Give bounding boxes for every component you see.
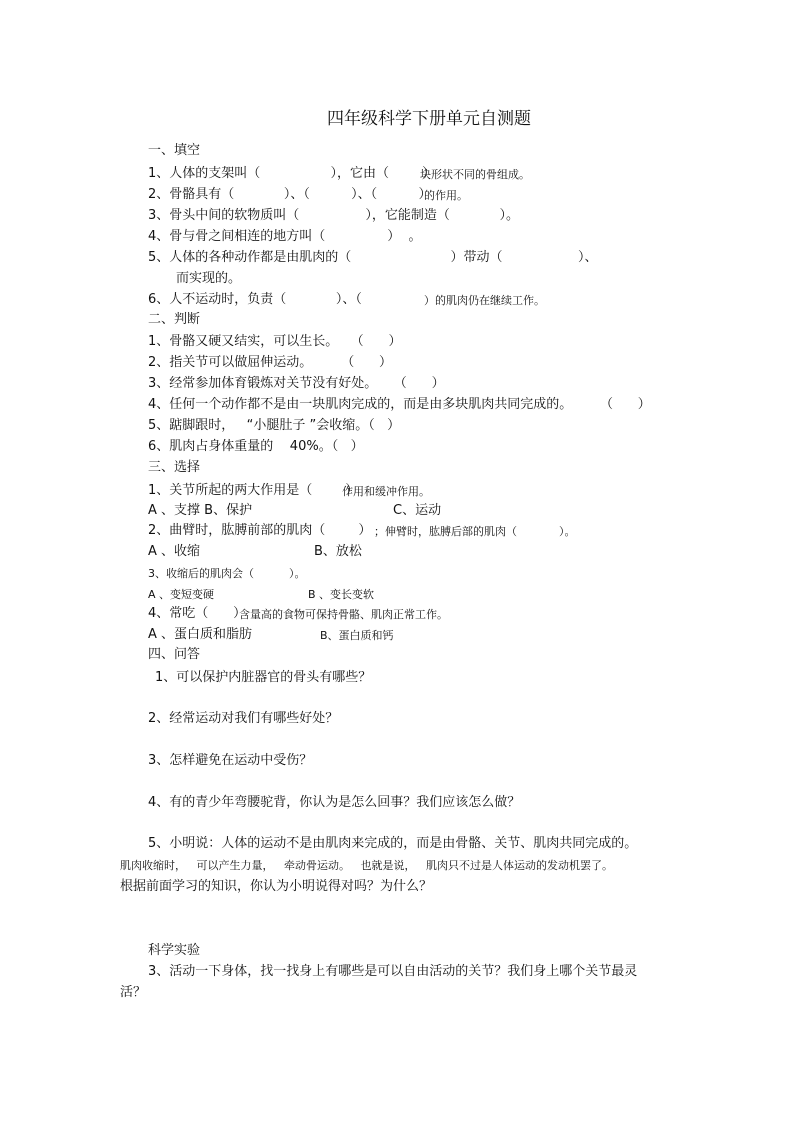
fill-question-6: 6、人不运动时，负责（ ）、（	[148, 292, 362, 307]
section-heading-qa: 四、问答	[148, 647, 201, 662]
choice-question-3: 3、收缩后的肌肉会（ ）。	[148, 567, 306, 580]
choice-question-1: 1、关节所起的两大作用是（ ）	[148, 483, 359, 498]
judge-question-5: 5、踮脚跟时， “小腿肚子 ”会收缩。（ ）	[148, 418, 401, 433]
judge-question-4-answer: （ ）	[600, 397, 651, 412]
choice-question-4: 4、常吃（ ）	[148, 606, 247, 621]
judge-question-6: 6、肌肉占身体重量的 40%。（ ）	[148, 439, 364, 454]
judge-question-2: 2、指关节可以做屈伸运动。 （ ）	[148, 355, 392, 370]
fill-question-5-cont: 而实现的。	[176, 271, 242, 286]
choice-question-2-option-a: A 、收缩	[148, 544, 201, 559]
page-title: 四年级科学下册单元自测题	[327, 109, 531, 129]
choice-question-3-option-a: A 、变短变硬	[148, 588, 215, 601]
choice-question-2: 2、曲臂时，肱膊前部的肌肉（ ）	[148, 523, 372, 538]
choice-question-3-option-b: B 、变长变软	[308, 588, 375, 601]
section-heading-fill: 一、填空	[148, 143, 201, 158]
choice-question-1-cont: 作用和缓冲作用。	[342, 485, 430, 498]
qa-question-2: 2、经常运动对我们有哪些好处？	[148, 711, 339, 726]
fill-question-5: 5、人体的各种动作都是由肌肉的（ ）带动（	[148, 250, 503, 265]
choice-question-1-option-c: C、运动	[393, 503, 442, 518]
section-heading-judge: 二、判断	[148, 312, 201, 327]
experiment-question-3: 3、活动一下身体，找一找身上有哪些是可以自由活动的关节？我们身上哪个关节最灵	[148, 964, 638, 979]
choice-question-2-option-b: B、放松	[314, 544, 362, 559]
section-heading-experiment: 科学实验	[148, 943, 201, 958]
choice-question-4-option-a: A 、蛋白质和脂肪	[148, 627, 253, 642]
fill-question-3: 3、骨头中间的软物质叫（ ），它能制造（ ）。	[148, 208, 519, 223]
choice-question-2-cont: ；伸臂时，肱膊后部的肌肉（ ）。	[374, 525, 576, 538]
qa-question-3: 3、怎样避免在运动中受伤？	[148, 753, 313, 768]
qa-question-5-line3: 根据前面学习的知识，你认为小明说得对吗？为什么？	[120, 879, 433, 894]
fill-question-4: 4、骨与骨之间相连的地方叫（ ） 。	[148, 229, 422, 244]
choice-question-4-option-b: B、蛋白质和钙	[320, 629, 394, 642]
experiment-question-3-cont: 活？	[120, 985, 147, 1000]
fill-question-1-cont: 块形状不同的骨组成。	[420, 168, 530, 181]
fill-question-5-end: ）、	[578, 250, 598, 265]
choice-question-4-cont: 含量高的食物可保持骨骼、肌肉正常工作。	[239, 608, 448, 621]
qa-question-5: 5、小明说：人体的运动不是由肌肉来完成的，而是由骨骼、关节、肌肉共同完成的。	[148, 836, 638, 851]
fill-question-2: 2、骨骼具有（ ）、（ ）、（ ）	[148, 187, 432, 202]
section-heading-choice: 三、选择	[148, 460, 201, 475]
fill-question-2-cont: 的作用。	[424, 189, 468, 202]
judge-question-1: 1、骨骼又硬又结实，可以生长。 （ ）	[148, 334, 402, 349]
judge-question-3: 3、经常参加体育锻炼对关节没有好处。 （ ）	[148, 376, 445, 391]
qa-question-5-line2: 肌肉收缩时， 可以产生力量， 牵动骨运动。 也就是说， 肌肉只不过是人体运动的发动机罢了。	[120, 859, 613, 872]
qa-question-4: 4、有的青少年弯腰驼背，你认为是怎么回事？我们应该怎么做？	[148, 795, 521, 810]
fill-question-1: 1、人体的支架叫（ ），它由（ ）	[148, 166, 436, 181]
judge-question-4: 4、任何一个动作都不是由一块肌肉完成的，而是由多块肌肉共同完成的。	[148, 397, 573, 412]
fill-question-6-cont: ）的肌肉仍在继续工作。	[424, 294, 545, 307]
choice-question-1-options: A 、支撑 B、保护	[148, 503, 253, 518]
qa-question-1: 1、可以保护内脏器官的骨头有哪些？	[155, 670, 372, 685]
